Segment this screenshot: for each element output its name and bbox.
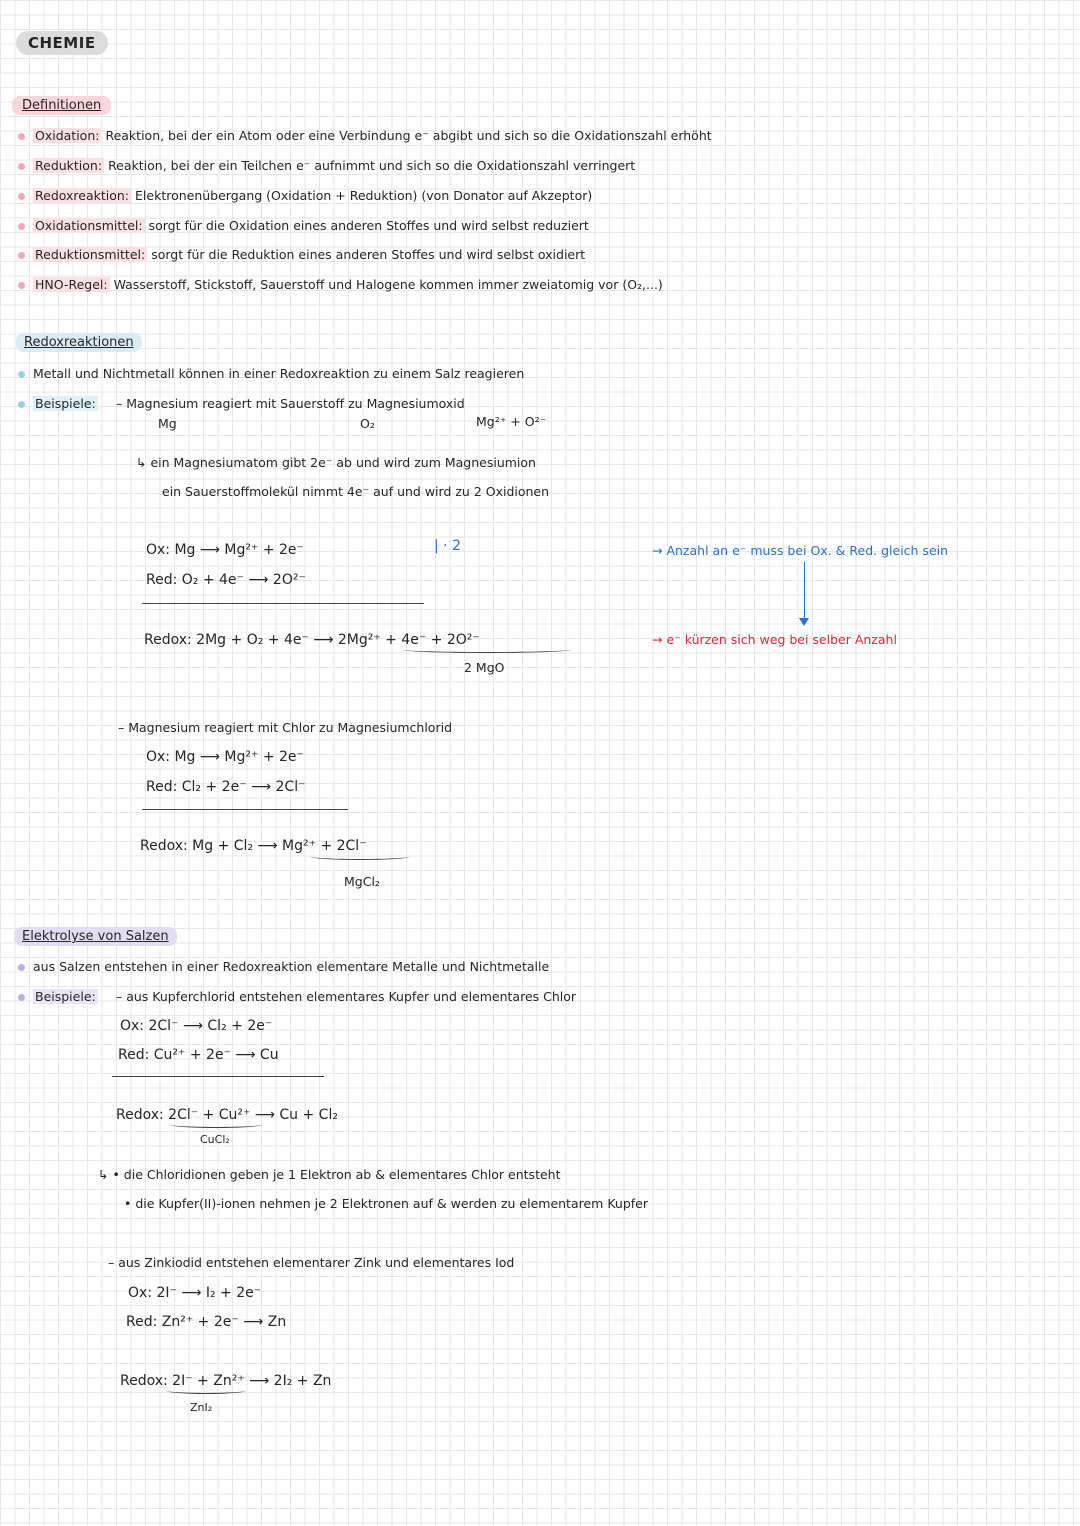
redox-ex2-ox: Ox: Mg ⟶ Mg²⁺ + 2e⁻ — [146, 749, 304, 765]
elektrolyse-ex1-ox: Ox: 2Cl⁻ ⟶ Cl₂ + 2e⁻ — [120, 1018, 273, 1034]
page-title: CHEMIE — [16, 31, 108, 55]
sum-brace — [170, 1121, 262, 1128]
bullet-icon — [18, 223, 25, 230]
equation-divider — [142, 809, 348, 810]
redox-ex1-red: Red: O₂ + 4e⁻ ⟶ 2O²⁻ — [146, 572, 306, 588]
redox-ex1-product: Mg²⁺ + O²⁻ — [476, 414, 547, 429]
redox-intro: Metall und Nichtmetall können in einer Redoxreaktion zu einem Salz reagieren — [18, 366, 524, 382]
def-redoxreaktion: Redoxreaktion: Elektronenübergang (Oxidation + Reduktion) (von Donator auf Akzeptor) — [18, 188, 592, 204]
sum-brace — [310, 853, 410, 860]
def-oxidation: Oxidation: Reaktion, bei der ein Atom oder eine Verbindung e⁻ abgibt und sich so die Oxidationszahl erhöht — [18, 128, 712, 144]
redox-ex1-o2: O₂ — [360, 416, 375, 431]
elektrolyse-beispiele: Beispiele: — [18, 989, 98, 1005]
elektrolyse-ex1-red: Red: Cu²⁺ + 2e⁻ ⟶ Cu — [118, 1047, 279, 1063]
redox-ex1-line: – Magnesium reagiert mit Sauerstoff zu Magnesiumoxid — [116, 396, 465, 411]
arrow-down-icon — [804, 562, 805, 624]
def-oxidationsmittel: Oxidationsmittel: sorgt für die Oxidation eines anderen Stoffes und wird selbst reduziert — [18, 218, 589, 234]
redox-ex2-line: – Magnesium reagiert mit Chlor zu Magnesiumchlorid — [118, 720, 453, 735]
def-reduktion: Reduktion: Reaktion, bei der ein Teilchen e⁻ aufnimmt und sich so die Oxidationszahl verringert — [18, 158, 635, 174]
elektrolyse-ex2-ox: Ox: 2I⁻ ⟶ I₂ + 2e⁻ — [128, 1285, 262, 1301]
sum-brace — [166, 1387, 246, 1394]
elektrolyse-ex2-sum: ZnI₂ — [190, 1401, 213, 1414]
equation-divider — [142, 603, 424, 604]
redox-ex2-red: Red: Cl₂ + 2e⁻ ⟶ 2Cl⁻ — [146, 779, 306, 795]
redox-ex1-ox: Ox: Mg ⟶ Mg²⁺ + 2e⁻ — [146, 542, 304, 558]
bullet-icon — [18, 401, 25, 408]
equation-divider — [112, 1076, 324, 1077]
elektrolyse-ex1-line: – aus Kupferchlorid entstehen elementares Kupfer und elementares Chlor — [116, 989, 577, 1004]
bullet-icon — [18, 252, 25, 259]
elektrolyse-ex1-expl1: ↳ • die Chloridionen geben je 1 Elektron ab & elementares Chlor entsteht — [98, 1167, 561, 1182]
elektrolyse-ex1-expl2: • die Kupfer(II)-ionen nehmen je 2 Elektronen auf & werden zu elementarem Kupfer — [124, 1196, 648, 1211]
bullet-icon — [18, 163, 25, 170]
redox-ex1-note1: → Anzahl an e⁻ muss bei Ox. & Red. gleich sein — [652, 543, 949, 558]
redox-ex1-note2: → e⁻ kürzen sich weg bei selber Anzahl — [652, 632, 897, 647]
redox-ex1-factor: | · 2 — [434, 538, 461, 554]
redox-ex1-redox: Redox: 2Mg + O₂ + 4e⁻ ⟶ 2Mg²⁺ + 4e⁻ + 2O²⁻ — [144, 632, 480, 648]
redox-ex1-sum: 2 MgO — [464, 660, 505, 675]
elektrolyse-heading: Elektrolyse von Salzen — [14, 927, 177, 946]
bullet-icon — [18, 193, 25, 200]
redox-ex2-redox: Redox: Mg + Cl₂ ⟶ Mg²⁺ + 2Cl⁻ — [140, 838, 367, 854]
redox-ex1-expl1: ↳ ein Magnesiumatom gibt 2e⁻ ab und wird zum Magnesiumion — [136, 455, 536, 470]
bullet-icon — [18, 282, 25, 289]
bullet-icon — [18, 133, 25, 140]
elektrolyse-intro: aus Salzen entstehen in einer Redoxreaktion elementare Metalle und Nichtmetalle — [18, 959, 549, 975]
redox-ex1-mg: Mg — [158, 416, 177, 431]
elektrolyse-ex1-redox: Redox: 2Cl⁻ + Cu²⁺ ⟶ Cu + Cl₂ — [116, 1107, 338, 1123]
def-reduktionsmittel: Reduktionsmittel: sorgt für die Reduktion eines anderen Stoffes und wird selbst oxidiert — [18, 247, 585, 263]
definitionen-heading: Definitionen — [12, 96, 111, 115]
redox-heading: Redoxreaktionen — [16, 333, 142, 352]
redox-beispiele: Beispiele: — [18, 396, 98, 412]
bullet-icon — [18, 371, 25, 378]
elektrolyse-ex2-red: Red: Zn²⁺ + 2e⁻ ⟶ Zn — [126, 1314, 287, 1330]
elektrolyse-ex1-sum: CuCl₂ — [200, 1133, 230, 1146]
sum-brace — [402, 646, 572, 653]
redox-ex1-expl2: ein Sauerstoffmolekül nimmt 4e⁻ auf und wird zu 2 Oxidionen — [162, 484, 550, 499]
elektrolyse-ex2-redox: Redox: 2I⁻ + Zn²⁺ ⟶ 2I₂ + Zn — [120, 1373, 332, 1389]
bullet-icon — [18, 964, 25, 971]
redox-ex2-sum: MgCl₂ — [344, 874, 380, 889]
def-hno-regel: HNO-Regel: Wasserstoff, Stickstoff, Sauerstoff und Halogene kommen immer zweiatomig vor (O₂,...) — [18, 277, 663, 293]
bullet-icon — [18, 994, 25, 1001]
elektrolyse-ex2-line: – aus Zinkiodid entstehen elementarer Zink und elementares Iod — [108, 1255, 515, 1270]
